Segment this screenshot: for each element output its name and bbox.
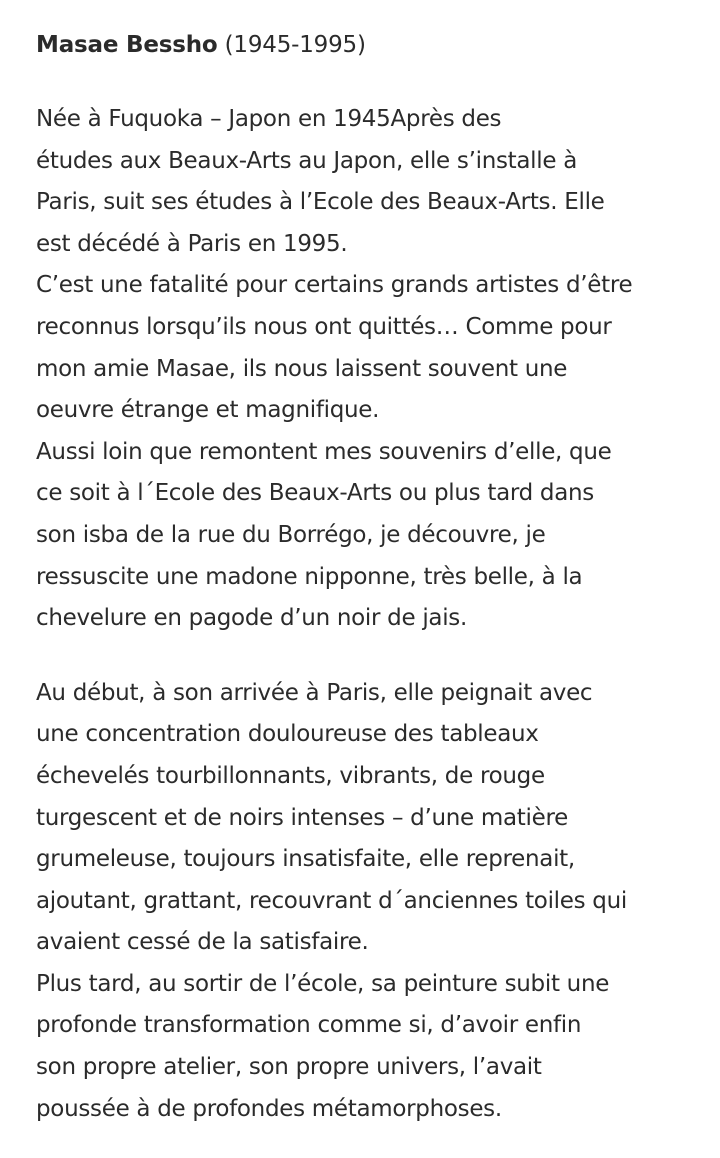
text-line: Née à Fuquoka – Japon en 1945Après des: [36, 106, 502, 132]
artist-name: Masae Bessho: [36, 32, 218, 58]
text-line: Aussi loin que remontent mes souvenirs d’elle, que: [36, 438, 612, 465]
artist-dates: (1945-1995): [224, 32, 366, 58]
text-line: chevelure en pagode d’un noir de jais.: [36, 605, 467, 632]
text-line: études aux Beaux-Arts au Japon, elle s’installe à: [36, 147, 578, 174]
text-line: Paris, suit ses études à l’Ecole des Beaux-Arts. Elle: [36, 189, 605, 216]
text-line: Plus tard, au sortir de l’école, sa peinture subit une: [36, 970, 610, 997]
text-line: avaient cessé de la satisfaire.: [36, 929, 369, 956]
text-line: Au début, à son arrivée à Paris, elle peignait avec: [36, 679, 593, 706]
text-line: échevelés tourbillonnants, vibrants, de rouge: [36, 762, 545, 789]
text-line: ajoutant, grattant, recouvrant d´anciennes toiles qui: [36, 887, 627, 914]
paragraph-biography: [36, 99, 706, 640]
text-line: son propre atelier, son propre univers, l’avait: [36, 1054, 542, 1081]
text-line: C’est une fatalité pour certains grands artistes d’être: [36, 272, 633, 299]
text-line: une concentration douloureuse des tableaux: [36, 721, 539, 748]
spacer: [36, 640, 706, 673]
text-line: son isba de la rue du Borrégo, je découvre, je: [36, 521, 546, 548]
text-line: poussée à de profondes métamorphoses.: [36, 1095, 502, 1122]
text-line: ce soit à l´Ecole des Beaux-Arts ou plus tard dans: [36, 480, 594, 507]
text-line: turgescent et de noirs intenses – d’une matière: [36, 804, 568, 831]
text-line: mon amie Masae, ils nous laissent souvent une: [36, 355, 568, 382]
text-line: est décédé à Paris en 1995.: [36, 230, 348, 257]
text-line: reconnus lorsqu’ils nous ont quittés… Comme pour: [36, 313, 612, 340]
paragraph-painting: [36, 673, 706, 1131]
text-line: grumeleuse, toujours insatisfaite, elle reprenait,: [36, 846, 575, 873]
text-line: oeuvre étrange et magnifique.: [36, 397, 380, 424]
spacer: [36, 66, 706, 99]
text-line: profonde transformation comme si, d’avoir enfin: [36, 1012, 582, 1039]
text-line: ressuscite une madone nipponne, très belle, à la: [36, 563, 583, 590]
article: [36, 24, 706, 1130]
article-heading: [36, 24, 706, 66]
